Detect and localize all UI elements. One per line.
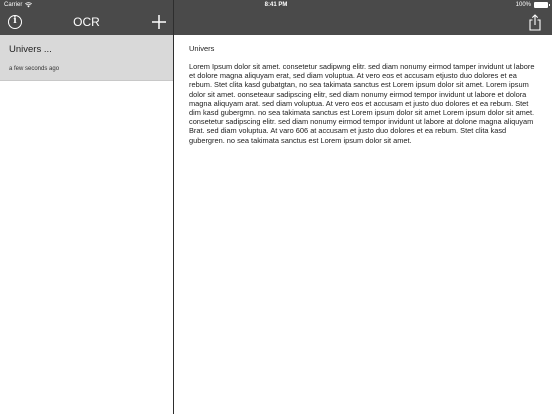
battery-percent: 100% <box>515 2 531 8</box>
detail-nav-bar <box>174 10 552 35</box>
list-item[interactable] <box>0 35 173 81</box>
document-list <box>0 35 173 414</box>
plus-icon[interactable] <box>150 13 168 31</box>
status-bar <box>0 0 552 10</box>
status-time: 8:41 PM <box>264 2 288 8</box>
master-nav-bar <box>0 10 173 35</box>
nav-title: OCR <box>73 15 100 29</box>
share-icon[interactable] <box>528 14 542 31</box>
document-title: Univers <box>189 44 215 53</box>
info-button[interactable] <box>8 15 22 29</box>
split-divider <box>173 0 174 414</box>
list-item-timestamp: a few seconds ago <box>9 66 60 72</box>
info-icon: i <box>13 16 17 26</box>
status-battery <box>516 0 548 10</box>
document-detail <box>174 35 552 414</box>
battery-icon <box>534 2 548 8</box>
carrier-label: Carrier <box>4 2 23 8</box>
document-body: Lorem Ipsum dolor sit amet. consetetur sadipwng elitr. sed diam nonumy eirmod tamper invidunt ut labore et dolore magna aliquyam erat, sed diam voluptua. At vero eos et accusam etjusto duo dolores et ea rebum. Stet clita kasd gubatgtan, no sea takimata sanctus est Lorem ipsum dolor sit amet. Lorem ipsum dolor sit amet. oonseteaur sadipscing elitr, sed diam nonumy eirmod tempor invidunt ut labore et dolora magna aliquyam arat. sed diam voluptua. At vero eos et accusam et justo duo dolores et ea rebum. Stet dim kasd gubergmn. no sea takimata sanctus est Lorem ipsum dolor sit amet Lorem ipsum dolor sit amet. consetetur sadipscing elitr. sed diam nonumy eirmod tempor invidunt ut labore at dolone magna aliquyam Brat. sed diam voluptua. At varo 606 at accusam et justo duo dolores et ea rebum. Stet clita kasd gubergren. no sea takimata sanctus est Lorem ipsum dolor sit amet. <box>189 62 535 145</box>
list-item-title: Univers ... <box>9 44 52 55</box>
